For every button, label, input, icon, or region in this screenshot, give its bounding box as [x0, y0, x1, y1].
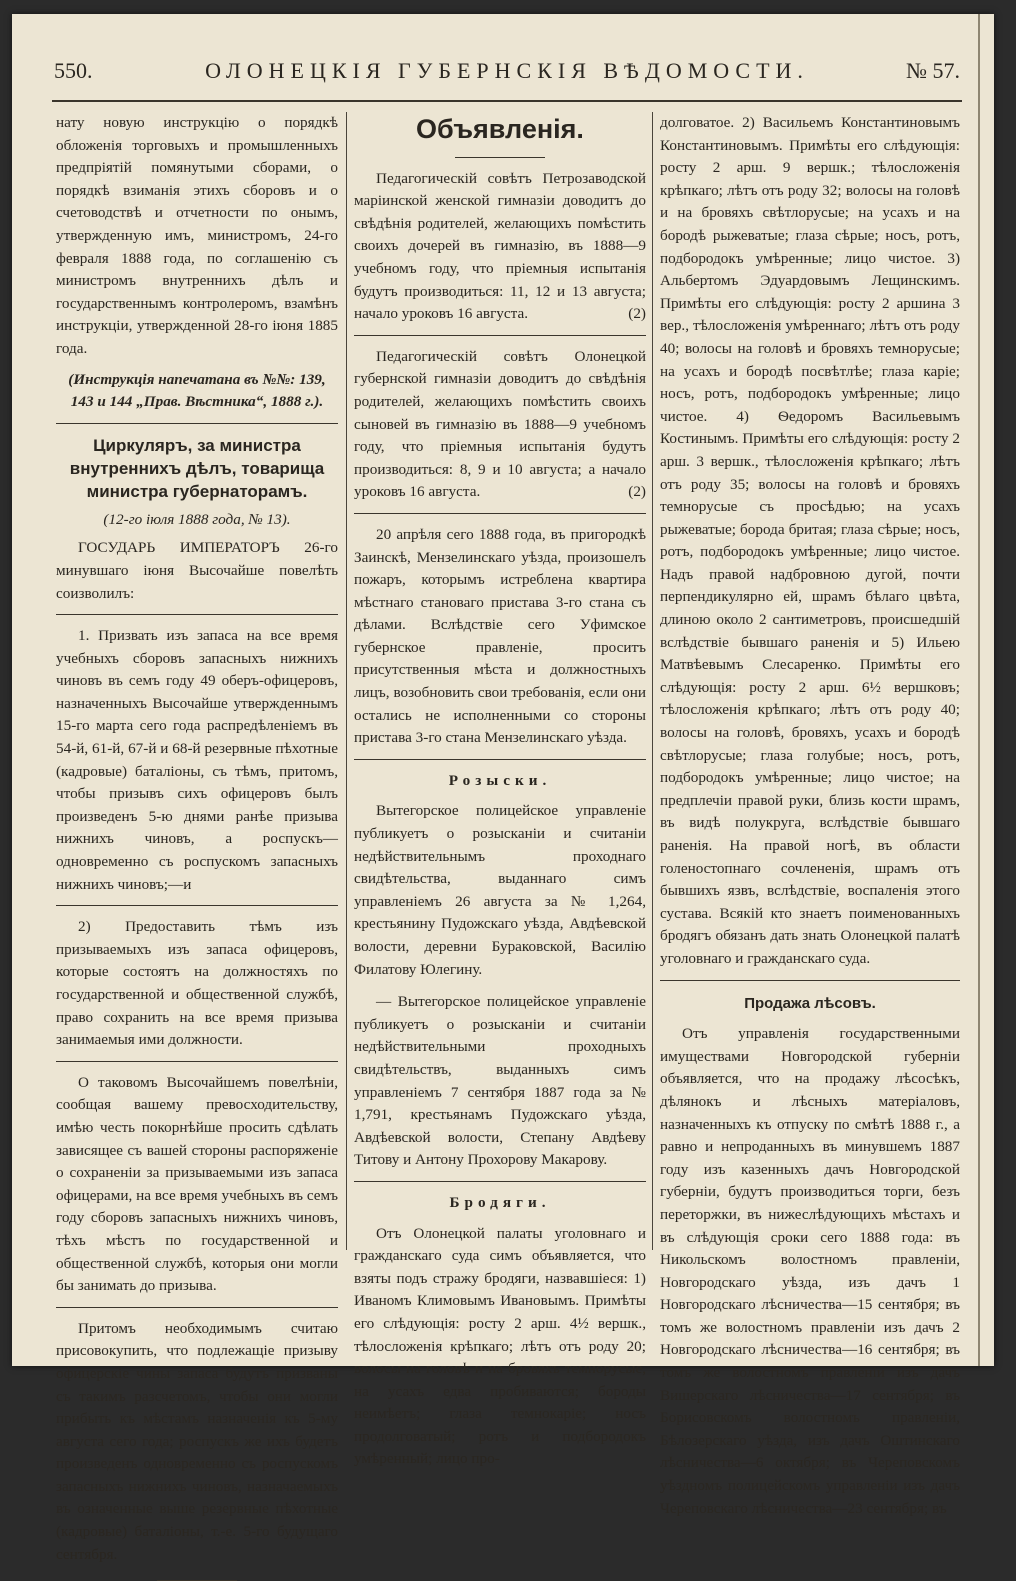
section-divider — [660, 980, 960, 981]
circular-intro-rule — [56, 614, 338, 615]
forest-sale-notice: Отъ управленія государственными имуществами Новгородской губерніи объявляется, что на продажу лѣсосѣкъ, дѣлянокъ и лѣсныхъ матеріаловъ, назначенныхъ къ отпуску по смѣтѣ 1888 г., а равно и непроданныхъ въ минувшемъ 1887 году изъ казенныхъ дачъ Новгородской губерніи, будутъ производиться торги, безъ переторжки, въ нижеслѣдующихъ мѣстахъ и въ слѣдующія сроки сего 1888 года: въ Никольскомъ волостномъ правленіи, Новгородскаго уѣзда, изъ дачъ 1 Новгородскаго лѣсничества—15 сентября; въ томъ же волостномъ правленіи изъ дачъ 2 Новгородскаго лѣсничества—16 сентября; въ томъ же волостномъ правленіи изъ дачъ Вишерскаго лѣсничества—17 сентября; въ Борисовскомъ волостномъ правленіи, Бѣлозерскаго уѣзда, изъ дачъ Оштинскаго лѣсничества—6 октября; въ Череповскомъ уѣздномъ полицейскомъ управленіи изъ дачъ Череповскаго лѣсничества—23 сентября; въ — [660, 1025, 960, 1517]
column-2 — [354, 112, 646, 1468]
announcement-text: Педагогическій совѣтъ Петрозаводской маріинской женской гимназіи доводитъ до свѣдѣнія родителей, желающихъ помѣстить своихъ дочерей въ гимназію, въ 1888—9 учебномъ году, что пріемныя испытанія будутъ производиться: 11, 12 и 13 августа; начало уроковъ 16 августа. — [354, 169, 646, 323]
circular-paragraph-4: Притомъ необходимымъ считаю присовокупить, что подлежащіе призыву офицерскіе чины запаса будутъ призваны съ такимъ разсчетомъ, чтобы они могли прибыть къ мѣстамъ назначенія къ 5-му августа сего года; роспускъ же ихъ будетъ произведенъ одновременно съ роспускомъ запасныхъ нижнихъ чиновъ, назначаемыхъ въ означенные выше резервные пѣхотные (кадровые) баталіоны, т.-е. 5-го будущаго сентября. — [56, 1319, 338, 1563]
heading-divider — [455, 157, 545, 158]
circular-title: Циркуляръ, за министра внутреннихъ дѣлъ, товарища министра губернаторамъ. — [69, 435, 325, 501]
announcement-divider — [354, 513, 646, 514]
circular-point-1: 1. Призвать изъ запаса на все время учебныхъ сборовъ запасныхъ нижнихъ чиновъ въ семъ году 49 оберъ-офицеровъ, назначенныхъ Высочайше утвержденнымъ 15-го марта сего года распредѣленіемъ въ 54-й, 61-й, 67-й и 68-й резервные пѣхотные (кадровые) баталіоны, съ тѣмъ, притомъ, чтобы призывъ сихъ офицеровъ былъ произведенъ 5-ю днями ранѣе призыва нижнихъ чиновъ, а роспускъ—одновременно съ роспускомъ запасныхъ нижнихъ чиновъ;—и — [56, 627, 338, 893]
announcement-mark: (2) — [628, 483, 646, 501]
announcement-gymnasium-girls — [354, 168, 646, 326]
announcement-gymnasium-boys — [354, 346, 646, 504]
circular-intro: ГОСУДАРЬ ИМПЕРАТОРЪ 26-го минувшаго іюня Высочайше повелѣть соизволилъ: — [56, 539, 338, 602]
circular-paragraph-3: О таковомъ Высочайшемъ повелѣніи, сообщая вашему превосходительству, имѣю честь покорнѣйше просить сдѣлать зависящее съ вашей стороны распоряженіе о сохраненіи за призываемыми изъ запаса офицерами, на все время учебныхъ въ семъ году сборовъ запасныхъ нижнихъ чиновъ, тѣхъ мѣстъ по государственной и общественной службѣ, которыя они могли бы занимать до призыва. — [56, 1073, 338, 1295]
column-1 — [56, 112, 338, 1563]
page-edge — [978, 14, 980, 1366]
search-notice-2: — Вытегорское полицейское управленіе публикуетъ о розысканіи и считаніи недѣйствительными проходныхъ свидѣтельствъ, выданныхъ симъ управленіемъ 7 сентября 1887 года за № 1,791, крестьянамъ Пудожскаго уѣзда, Авдѣевской волости, Степану Авдѣеву Титову и Антону Прохорову Макарову. — [354, 993, 646, 1169]
announcements-heading: Объявленія. — [416, 114, 584, 144]
newspaper-title: ОЛОНЕЦКІЯ ГУБЕРНСКІЯ ВѢДОМОСТИ. — [205, 58, 809, 83]
section-divider — [354, 1181, 646, 1182]
vagrants-heading: Бродяги. — [449, 1193, 551, 1211]
newspaper-page — [12, 14, 994, 1563]
instruction-note: (Инструкція напечатана въ №№: 139, 143 и 144 „Прав. Вѣстника“, 1888 г.). — [68, 370, 326, 411]
announcement-divider — [354, 335, 646, 336]
instruction-paragraph: нату новую инструкцію о порядкѣ обложенія торговыхъ и промышленныхъ предпріятій помянутыми сборами, о порядкѣ взиманія этихъ сборовъ и о счетоводствѣ и отчетности по онымъ, утвержденную имъ, министромъ, 24-го февраля 1888 года, по соглашенію съ министромъ внутреннихъ дѣлъ и государственнымъ контролеромъ, взамѣнъ инструкціи, утвержденной 28-го іюня 1885 года. — [56, 114, 338, 357]
searches-heading: Розыски. — [448, 771, 552, 789]
announcement-fire: 20 апрѣля сего 1888 года, въ пригородкѣ Заинскѣ, Мензелинскаго уѣзда, произошелъ пожаръ, которымъ истреблена квартира мѣстнаго становаго пристава 3-го стана съ дѣлами. Вслѣдствіе сего Уфимское губернское правленіе, проситъ присутственныя мѣста и должностныхъ лицъ, возобновить свои требованія, если они остались не исполненными со стороны пристава 3-го стана Мензелинскаго уѣзда. — [354, 525, 646, 747]
announcement-mark: (2) — [628, 305, 646, 323]
vagrants-notice-continued: долговатое. 2) Васильемъ Константиновымъ Константиновымъ. Примѣты его слѣдующія: росту 2 арш. 9 вершк.; тѣлосложенія крѣпкаго; лѣтъ отъ роду 32; волосы на головѣ и на бровяхъ свѣтлорусые; на усахъ и на бородѣ рыжеватые; глаза сѣрые; носъ, ротъ, подбородокъ умѣренные; лицо чистое. 3) Альбертомъ Эдуардовымъ Лещинскимъ. Примѣты его слѣдующія: росту 2 аршина 3 вер., тѣлосложенія умѣреннаго; лѣтъ отъ роду 40; волосы на головѣ и бровяхъ темнорусые; на усахъ и бородѣ посвѣтлѣе; глаза каріе; носъ, ротъ, подбородокъ умѣренные; лицо чистое. 4) Ѳедоромъ Васильевымъ Костинымъ. Примѣты его слѣдующія: росту 2 арш. 3 вершк., тѣлосложенія крѣпкаго; лѣтъ отъ роду 35; волосы на головѣ и бровяхъ темнорусые съ просѣдью; на усахъ рыжеватые; борода бритая; глаза сѣрые; носъ, ротъ, подбородокъ умѣренные; лицо чистое. Надъ правой надбровною дугой, почти перпендикулярно ей, шрамъ бѣлаго цвѣта, длиною около 2 сантиметровъ, происшедшій вслѣдствіе бывшаго раненія и 5) Ильею Матвѣевымъ Слесаренко. Примѣты его слѣдующія: росту 2 арш. 6½ вершковъ; тѣлосложенія крѣпкаго; лѣтъ отъ роду 40; волосы на головѣ, бровяхъ, усахъ и бородѣ свѣтлорусые; глаза голубые; носъ, ротъ, подбородокъ умѣренные; лицо чистое; на предплечіи правой руки, близь кости шрамъ, въ видѣ полукруга, вслѣдствіе бывшаго раненія. На правой ногѣ, въ области голеностопнаго сочлененія, шрамъ отъ бывшихъ язвъ, вслѣдствіе, воспаленія этого сустава. Всякій кто знаетъ поименованныхъ бродягъ обязанъ дать знать Олонецкой палатѣ уголовнаго и гражданскаго суда. — [660, 114, 960, 967]
column-rule-right — [652, 112, 653, 1250]
column-rule-left — [346, 112, 347, 1250]
section-divider — [354, 759, 646, 760]
circular-date: (12-го іюля 1888 года, № 13). — [103, 510, 291, 528]
circular-rule-1 — [56, 905, 338, 906]
page-header — [52, 54, 962, 102]
circular-rule-3 — [56, 1307, 338, 1308]
column-3 — [660, 112, 960, 1517]
search-notice-1: Вытегорское полицейское управленіе публикуетъ о розысканіи и считаніи недѣйствительнымъ проходнаго свидѣтельства, выданнаго симъ управленіемъ 26 августа за № 1,264, крестьянину Пудожскаго уѣзда, Авдѣевской волости, деревни Бураковской, Василію Филатову Юлегину. — [354, 802, 646, 978]
announcement-text: Педагогическій совѣтъ Олонецкой губернской гимназіи доводитъ до свѣдѣнія родителей, желающихъ помѣстить своихъ сыновей въ гимназію въ 1888—9 учебномъ году, что пріемныя испытанія будутъ производиться: 8, 9 и 10 августа; а начало уроковъ 16 августа. — [354, 347, 646, 501]
circular-point-2: 2) Предоставить тѣмъ изъ призываемыхъ изъ запаса офицеровъ, которые состоятъ на должностяхъ по государственной и общественной службѣ, право сохранить на все время призыва занимаемыя ими должности. — [56, 918, 338, 1049]
section-divider — [56, 423, 338, 424]
issue-number: № 57. — [906, 58, 960, 83]
circular-rule-2 — [56, 1061, 338, 1062]
vagrants-notice-start: Отъ Олонецкой палаты уголовнаго и гражданскаго суда симъ объявляется, что взяты подъ стражу бродяги, назвавшіеся: 1) Иваномъ Климовымъ Ивановымъ. Примѣты его слѣдующія: росту 2 арш. 4½ вершк., тѣлосложенія крѣпкаго; лѣтъ отъ роду 20; волосы на головѣ и на бровяхъ темнорусые, на усахъ едва пробиваются; бороды неимѣетъ; глаза темнокаріе; носъ продолговатый; ротъ и подбородокъ умѣренный; лицо про- — [354, 1224, 646, 1468]
page-number: 550. — [54, 58, 93, 83]
forest-sale-heading: Продажа лѣсовъ. — [744, 994, 876, 1012]
